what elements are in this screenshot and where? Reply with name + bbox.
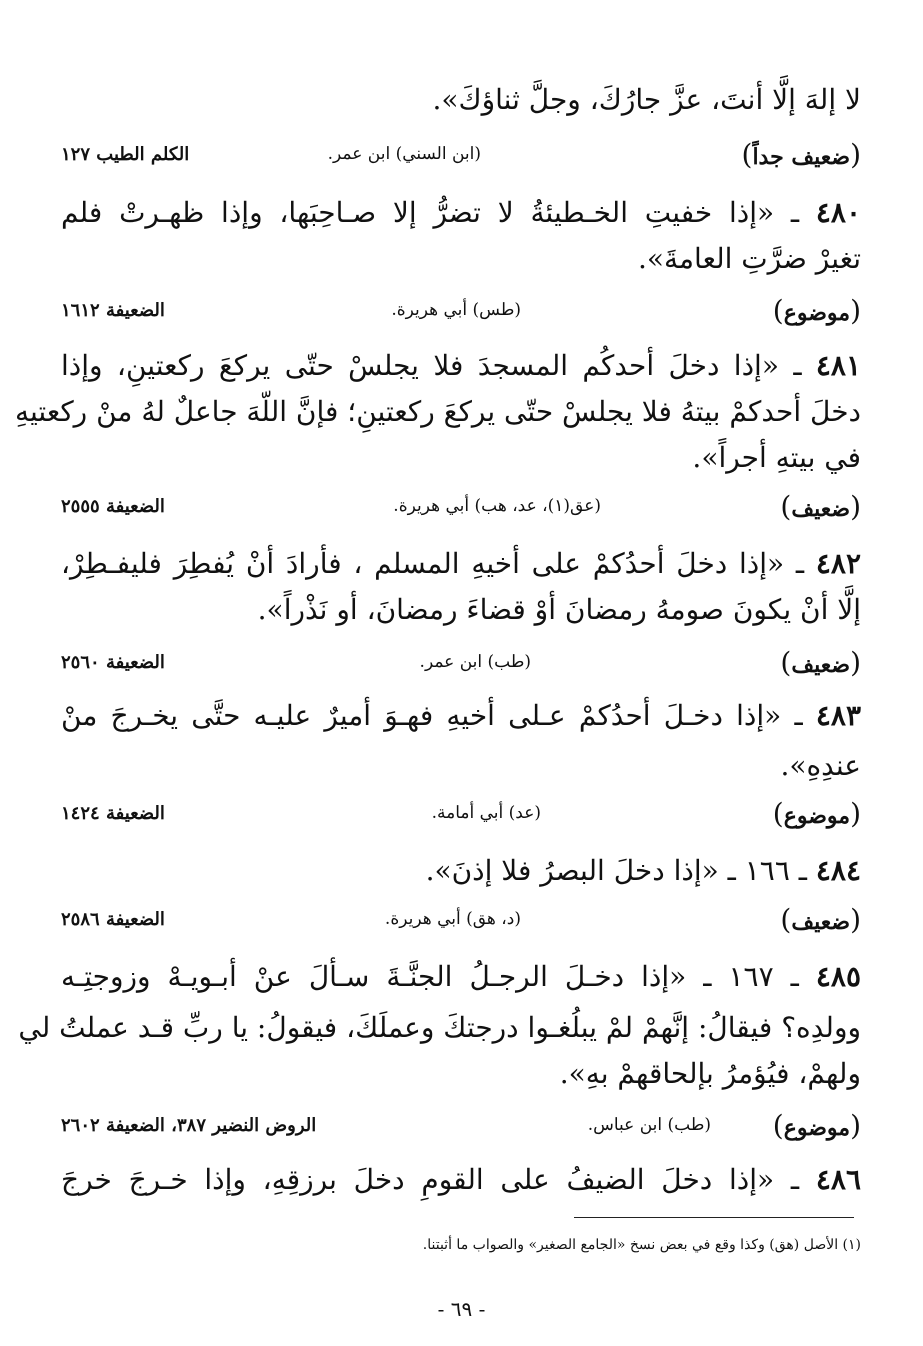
footnote: (١) الأصل (هق) وكذا وقع في بعض نسخ «الجامع الصغير» والصواب ما أثبتنا. [422, 1237, 861, 1253]
takhrij-row-479 [61, 138, 861, 174]
hadith-480-line-2: تغيرْ ضرَّتِ العامةَ». [638, 242, 861, 275]
hadith-484: ٤٨٤ ـ ١٦٦ ـ «إذا دخلَ البصرُ فلا إذنَ». [425, 854, 861, 887]
hadith-486-line-1: ٤٨٦ ـ «إذا دخلَ الضيفُ على القومِ دخلَ برزقِهِ، وإذا خـرجَ خرجَ [61, 1163, 861, 1196]
takhrij-row-483 [61, 797, 861, 833]
source-text: (طب) ابن عباس. [587, 1115, 711, 1135]
takhrij-row-485 [61, 1109, 861, 1145]
grade-label: (ضعيف) [780, 490, 861, 523]
reference-text: الكلم الطيب ١٢٧ [61, 144, 190, 165]
hadith-479-end: لا إلهَ إلَّا أنتَ، عزَّ جارُكَ، وجلَّ ثناؤكَ». [432, 83, 861, 116]
hadith-482-line-1: ٤٨٢ ـ «إذا دخلَ أحدُكمْ على أخيهِ المسلم ، فأرادَ أنْ يُفطِرَ فليفـطِرْ، [61, 547, 861, 580]
footnote-separator [574, 1217, 854, 1218]
reference-text: الضعيفة ٢٥٨٦ [61, 909, 165, 930]
grade-label: (موضوع) [772, 1109, 861, 1142]
reference-text: الضعيفة ٢٥٥٥ [61, 496, 165, 517]
hadith-485-line-3: ولهمْ، فيُؤمرُ بإلحاقهمْ بهِ». [559, 1057, 861, 1090]
hadith-number: ٤٨٥ [815, 960, 861, 993]
source-text: (ابن السني) ابن عمر. [327, 144, 481, 164]
takhrij-row-481 [61, 490, 861, 526]
hadith-485-line-2: وولدِه؟ فيقالُ: إنَّهمْ لمْ يبلُغـوا درجتكَ وعملَكَ، فيقولُ: يا ربِّ قـد عملتُ لي [18, 1011, 861, 1044]
grade-label: (ضعيف جداً) [741, 138, 861, 171]
hadith-number: ٤٨٢ [815, 547, 861, 580]
grade-label: (ضعيف) [780, 646, 861, 679]
reference-text: الضعيفة ٢٥٦٠ [61, 652, 165, 673]
source-text: (عق(١)، عد، هب) أبي هريرة. [393, 496, 601, 516]
hadith-number: ٤٨٦ [815, 1163, 861, 1196]
takhrij-row-482 [61, 646, 861, 682]
hadith-number: ٤٨٠ [815, 196, 861, 229]
grade-label: (موضوع) [772, 294, 861, 327]
hadith-483-line-1: ٤٨٣ ـ «إذا دخـلَ أحدُكمْ عـلى أخيهِ فهـوَ أميرٌ عليـه حتَّى يخـرجَ منْ [61, 699, 861, 732]
takhrij-row-480 [61, 294, 861, 330]
hadith-number: ٤٨٣ [815, 699, 861, 732]
hadith-number: ٤٨١ [815, 349, 861, 382]
hadith-481-line-2: دخلَ أحدكمْ بيتهُ فلا يجلسْ حتّى يركعَ ركعتينِ؛ فإنَّ اللّهَ جاعلٌ لهُ منْ ركعتيهِ [14, 395, 861, 428]
hadith-485-line-1: ٤٨٥ ـ ١٦٧ ـ «إذا دخـلَ الرجـلُ الجنَّـةَ سـألَ عنْ أبـويـهْ وزوجتِـه [61, 960, 861, 993]
hadith-481-line-1: ٤٨١ ـ «إذا دخلَ أحدكُم المسجدَ فلا يجلسْ حتّى يركعَ ركعتينِ، وإذا [61, 349, 861, 382]
hadith-number: ٤٨٤ [815, 854, 861, 887]
source-text: (طس) أبي هريرة. [391, 300, 521, 320]
reference-text: الضعيفة ١٤٢٤ [61, 803, 165, 824]
source-text: (د، هق) أبي هريرة. [384, 909, 521, 929]
reference-text: الروض النضير ٣٨٧، الضعيفة ٢٦٠٢ [61, 1115, 317, 1136]
source-text: (طب) ابن عمر. [419, 652, 531, 672]
hadith-482-line-2: إلَّا أنْ يكونَ صومهُ رمضانَ أوْ قضاءَ رمضانَ، أو نَذْراً». [257, 593, 861, 626]
grade-label: (ضعيف) [780, 903, 861, 936]
hadith-481-line-3: في بيتهِ أجراً». [692, 441, 861, 474]
hadith-483-line-2: عندِهِ». [780, 749, 861, 782]
grade-label: (موضوع) [772, 797, 861, 830]
hadith-480-line-1: ٤٨٠ ـ «إذا خفيتِ الخـطيئةُ لا تضرُّ إلا صـاحِبَها، وإذا ظهـرتْ فلم [61, 196, 861, 229]
takhrij-row-484 [61, 903, 861, 939]
page-number: - ٦٩ - [437, 1297, 486, 1321]
source-text: (عد) أبي أمامة. [431, 803, 541, 823]
reference-text: الضعيفة ١٦١٢ [61, 300, 165, 321]
